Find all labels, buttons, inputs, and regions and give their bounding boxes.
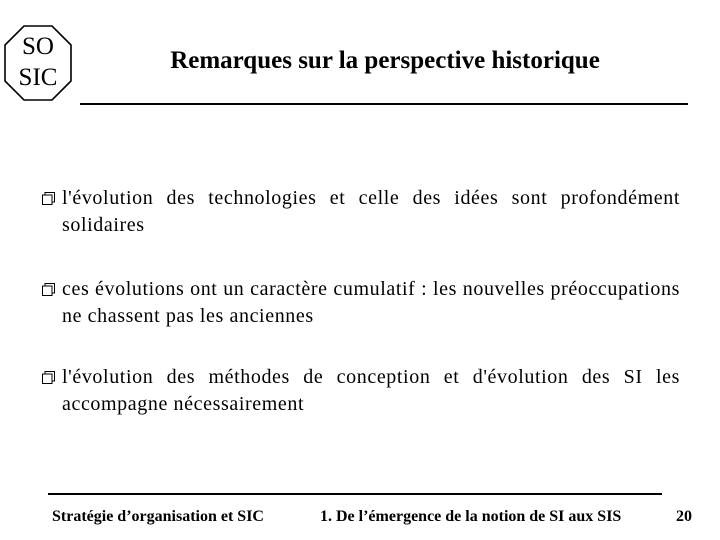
logo-text-line2: SIC <box>18 64 58 91</box>
bullet-text: ces évolutions ont un caractère cumulatif : les nouvelles préoccupations ne chassent pas les anciennes <box>62 278 680 327</box>
footer-chapter-title: 1. De l’émergence de la notion de SI aux SIS <box>320 508 622 525</box>
bullet-text: l'évolution des technologies et celle des idées sont profondément solidaires <box>62 187 680 236</box>
logo-text-line1: SO <box>22 33 54 60</box>
checkbox-icon <box>42 371 55 384</box>
footer-divider <box>48 493 662 495</box>
footer-course-title: Stratégie d’organisation et SIC <box>52 508 264 525</box>
bullet-text: l'évolution des méthodes de conception et d'évolution des SI les accompagne nécessairement <box>62 366 680 415</box>
logo-badge <box>4 25 72 101</box>
title-underline <box>80 103 688 105</box>
checkbox-icon <box>42 192 55 205</box>
slide-title: Remarques sur la perspective historique <box>170 47 600 74</box>
checkbox-icon <box>42 283 55 296</box>
page-number: 20 <box>676 508 692 525</box>
